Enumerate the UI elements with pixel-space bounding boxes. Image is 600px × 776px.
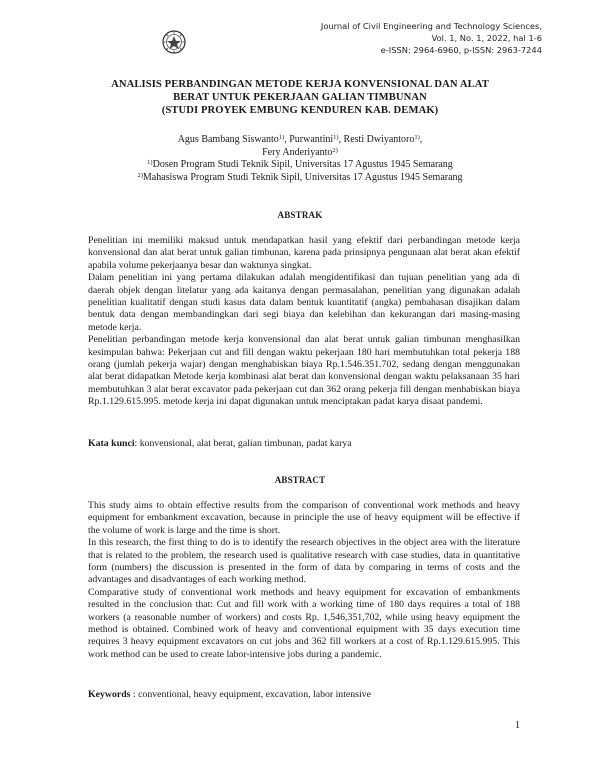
author-sup: 1) bbox=[278, 134, 285, 141]
author-name: Resti Dwiyantoro bbox=[343, 134, 415, 145]
abstrak-body bbox=[88, 235, 520, 409]
keywords-text: : conventional, heavy equipment, excavation, labor intensive bbox=[130, 689, 371, 700]
author-line-1: Agus Bambang Siswanto$^{1)}$, Purwantini$^{1)}$, Resti Dwiyantoro$^{1)}$, bbox=[177, 134, 423, 145]
abstrak-paragraph-2: Dalam penelitian ini yang pertama dilakukan adalah mengidentifikasi dan tujuan penelitian yang ada di daerah objek dengan litelatur yang ada kaitanya dengan permasalahan, penelitian yang digunakan adalah penelitian kualitatif dengan studi kasus data dalam bentuk kuantitatif (angka) pembahasan disajikan dalam bentuk data dengan membandingkan dari segi biaya dan kelebihan dan kekurangan dari masing-masing metode kerja. bbox=[88, 272, 520, 333]
journal-name: Journal of Civil Engineering and Technology Sciences, bbox=[320, 21, 542, 31]
affiliation-2: $^{2)}$Mahasiswa Program Studi Teknik Sipil, Universitas 17 Agustus 1945 Semarang bbox=[137, 171, 463, 183]
author-name: Agus Bambang Siswanto bbox=[177, 134, 279, 145]
author-block bbox=[60, 134, 540, 184]
author-name: Purwantini bbox=[289, 134, 334, 145]
kata-kunci-label: Kata kunci bbox=[88, 438, 135, 449]
affiliation-1: $^{1)}$Dosen Program Studi Teknik Sipil, Universitas 17 Agustus 1945 Semarang bbox=[147, 159, 453, 170]
author-sup: 1) bbox=[414, 134, 420, 141]
author-sup: 1) bbox=[333, 134, 339, 141]
title-line-2: BERAT UNTUK PEKERJAAN GALIAN TIMBUNAN bbox=[173, 92, 427, 103]
abstract-paragraph-2: In this research, the first thing to do is to identify the research objectives in the object area with the literature that is related to the problem, the research used is qualitative research with case studies, data in quantitative form (numbers) the discussion is presented in the form of data by comparing in terms of costs and the advantages and disadvantages of each working method. bbox=[88, 537, 520, 586]
title-line-1: ANALISIS PERBANDINGAN METODE KERJA KONVENSIONAL DAN ALAT bbox=[111, 79, 489, 90]
abstrak-heading: ABSTRAK bbox=[277, 210, 323, 220]
journal-header bbox=[222, 20, 542, 56]
journal-volume: Vol. 1, No. 1, 2022, hal 1-6 bbox=[431, 33, 542, 43]
author-line-2 bbox=[60, 147, 540, 160]
journal-issn: e-ISSN: 2964-6960, p-ISSN: 2963-7244 bbox=[380, 45, 542, 55]
university-seal-icon bbox=[162, 30, 186, 54]
abstract-paragraph-1: This study aims to obtain effective results from the comparison of conventional work methods and heavy equipment for embankment excavation, because in principle the use of heavy equipment will be effective if the volume of work is large and the time is short. bbox=[88, 500, 520, 536]
title-line-3: (STUDI PROYEK EMBUNG KENDUREN KAB. DEMAK) bbox=[161, 105, 439, 116]
kata-kunci bbox=[88, 438, 520, 450]
author-sup: 2) bbox=[332, 146, 338, 154]
abstrak-paragraph-1: Penelitian ini memiliki maksud untuk mendapatkan hasil yang efektif dari perbandingan metode kerja konvensional dan alat berat untuk galian timbunan, karena pada prinsipnya pengunaan alat berat akan efektif apabila volume pekerjaanya besar dan waktunya singkat. bbox=[88, 235, 520, 271]
author-name: Fery Anderiyanto bbox=[262, 146, 333, 158]
keywords-label: Keywords bbox=[88, 689, 131, 700]
abstract-paragraph-3: Comparative study of conventional work methods and heavy equipment for excavation of embankments resulted in the conclusion that: Cut and fill work with a working time of 180 days requires a total of 188 workers (a reasonable number of workers) and costs Rp. 1,546,351,702, while using heavy equipment the method is obtained. Combined work of heavy and conventional equipment with 35 days execution time requires 3 heavy equipment excavators on cut jobs and 362 fill workers at a cost of Rp.1.129.615.995. This work method can be used to create labor-intensive jobs during a pandemic. bbox=[88, 586, 520, 660]
paper-title bbox=[60, 78, 540, 117]
page-number: 1 bbox=[515, 720, 520, 731]
kata-kunci-text: : konvensional, alat berat, galian timbunan, padat karya bbox=[134, 438, 352, 449]
abstract-body bbox=[88, 500, 520, 661]
abstrak-paragraph-3: Penelitian perbandingan metode kerja konvensional dan alat berat untuk galian timbunan menghasilkan kesimpulan bahwa: Pekerjaan cut and fill dengan waktu pekerjaan 180 hari membutuhkan total pekerja 188 orang (jumlah pekerja wajar) dengan menghabiskan biaya Rp.1.546.351.702, sedang dengan menggunakan alat berat didapatkan Metode kerja kombinasi alat berat dan konvensional dengan waktu pelaksanaan 35 hari membutuhkan 3 alat berat excavator pada pekerjaan cut dan 362 orang pekerja fill dengan menhabiskan biaya Rp.1.129.615.995. metode kerja ini dapat digunakan untuk menciptakan padat karya disaat pandemi. bbox=[88, 334, 520, 408]
abstract-heading: ABSTRACT bbox=[274, 475, 326, 485]
keywords bbox=[88, 689, 520, 701]
